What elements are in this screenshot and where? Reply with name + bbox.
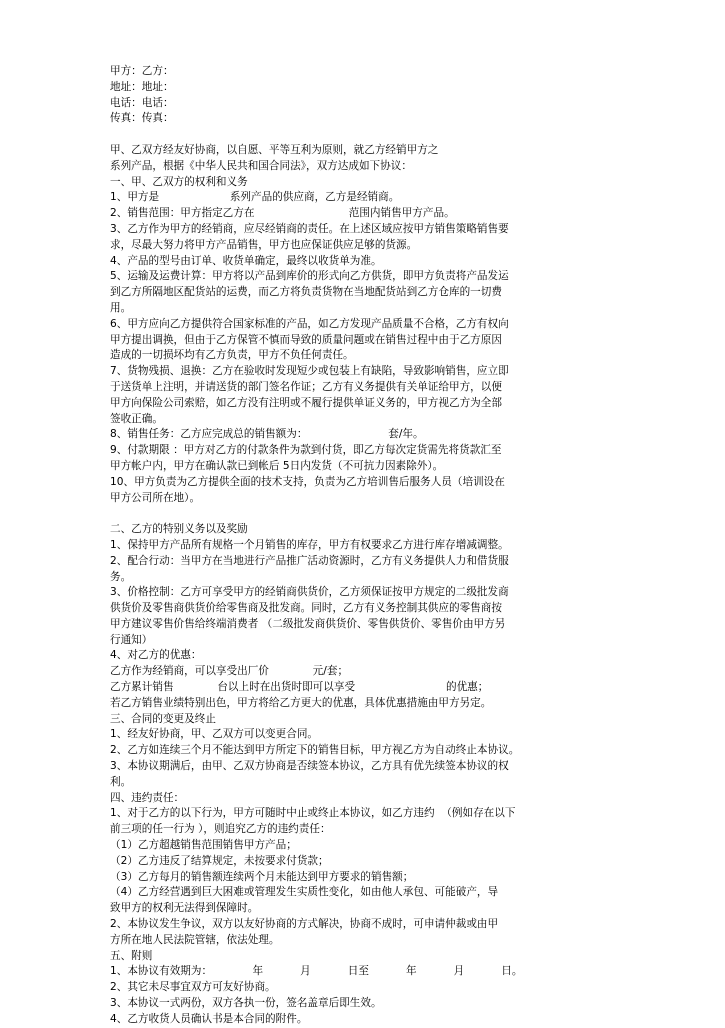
party-phone-line: 电话：电话： xyxy=(110,96,174,109)
party-name-line: 甲方：乙方： xyxy=(110,65,174,77)
section-rights-obligations xyxy=(110,175,620,507)
text-line: 3、乙方作为甲方的经销商，应尽经销商的责任。在上述区域应按甲方销售策略销售要 xyxy=(110,222,509,235)
text-line: 2、销售范围：甲方指定乙方在 范围内销售甲方产品。 xyxy=(110,207,455,220)
text-line: 2、本协议发生争议，双方以友好协商的方式解决，协商不成时，可申请仲裁或由甲 xyxy=(110,918,499,931)
text-line: （4）乙方经营遇到巨大困难或管理发生实质性变化，如由他人承包、可能破产，导 xyxy=(110,886,499,899)
text-line: 甲、乙双方经友好协商，以自愿、平等互利为原则，就乙方经销甲方之 xyxy=(110,143,439,156)
text-line: 于送货单上注明，并请送货的部门签名作证；乙方有义务提供有关单证给甲方，以便 xyxy=(110,380,502,393)
text-line: 系列产品，根据《中华人民共和国合同法》，双方达成如下协议： xyxy=(110,159,412,172)
section-breach-liability xyxy=(110,791,620,949)
section-supplementary xyxy=(110,949,620,1028)
text-line: （2）乙方违反了结算规定，未按要求付货款； xyxy=(110,854,329,867)
text-line: 若乙方销售业绩特别出色，甲方将给乙方更大的优惠，具体优惠措施由甲方另定。 xyxy=(110,696,492,709)
spacer xyxy=(110,506,620,522)
party-address-line: 地址：地址： xyxy=(110,80,174,93)
text-line: 1、保持甲方产品所有规格一个月销售的库存，甲方有权要求乙方进行库存增减调整。 xyxy=(110,538,509,551)
section-heading: 二、乙方的特别义务以及奖励 xyxy=(110,523,248,536)
party-info xyxy=(110,64,620,127)
text-line: 利。 xyxy=(110,775,132,788)
text-line: 方所在地人民法院管辖，依法处理。 xyxy=(110,933,280,946)
text-line: 8、销售任务：乙方应完成总的销售额为： 套/年。 xyxy=(110,428,424,441)
text-line: 乙方累计销售 台以上时在出货时即可以享受 的优惠； xyxy=(110,681,489,694)
text-line: 造成的一切损坏均有乙方负责，甲方不负任何责任。 xyxy=(110,349,354,362)
text-line: 1、本协议有效期为： 年 月 日至 年 月 日。 xyxy=(110,965,523,978)
text-line: 1、对于乙方的以下行为，甲方可随时中止或终止本协议，如乙方违约 （例如存在以下 xyxy=(110,807,516,820)
text-line: 4、乙方收货人员确认书是本合同的附件。 xyxy=(110,1012,308,1025)
text-line: 3、本协议一式两份，双方各执一份，签名盖章后即生效。 xyxy=(110,997,382,1010)
text-line: 10、甲方负责为乙方提供全面的技术支持，负责为乙方培训售后服务人员（培训设在 xyxy=(110,475,505,488)
text-line: 求，尽最大努力将甲方产品销售，甲方也应保证供应足够的货源。 xyxy=(110,238,418,251)
intro-paragraph xyxy=(110,143,620,175)
text-line: 4、产品的型号由订单、收货单确定，最终以收货单为准。 xyxy=(110,254,382,267)
text-line: 到乙方所隔地区配货站的运费，而乙方将负责货物在当地配货站到乙方仓库的一切费 xyxy=(110,286,502,299)
text-line: （1）乙方超越销售范围销售甲方产品； xyxy=(110,839,297,852)
text-line: 6、甲方应向乙方提供符合国家标准的产品，如乙方发现产品质量不合格，乙方有权向 xyxy=(110,317,509,330)
section-heading: 四、违约责任： xyxy=(110,791,185,804)
text-line: 甲方提出调换，但由于乙方保管不慎而导致的质量问题或在销售过程中由于乙方原因 xyxy=(110,333,502,346)
text-line: 1、甲方是 系列产品的供应商，乙方是经销商。 xyxy=(110,191,400,204)
text-line: 用。 xyxy=(110,301,132,314)
text-line: 7、货物残损、退换：乙方在验收时发现短少或包装上有缺陷，导致影响销售，应立即 xyxy=(110,365,509,378)
text-line: 2、其它未尽事宜双方可友好协商。 xyxy=(110,981,276,994)
text-line: 行通知） xyxy=(110,633,153,646)
text-line: 甲方建议零售价售给终端消费者 （二级批发商供货价、零售供货价、零售价由甲方另 xyxy=(110,617,506,630)
text-line: 3、本协议期满后，由甲、乙双方协商是否续签本协议，乙方具有优先续签本协议的权 xyxy=(110,760,509,773)
text-line: 2、配合行动：当甲方在当地进行产品推广活动资源时，乙方有义务提供人力和借货服 xyxy=(110,554,509,567)
section-heading: 三、合同的变更及终止 xyxy=(110,712,216,725)
text-line: 甲方帐户内，甲方在确认款已到帐后 5日内发货（不可抗力因素除外）。 xyxy=(110,459,444,472)
text-line: 务。 xyxy=(110,570,132,583)
text-line: 甲方公司所在地）。 xyxy=(110,491,201,504)
spacer xyxy=(110,127,620,143)
text-line: 供货价及零售商供货价给零售商及批发商。同时，乙方有义务控制其供应的零售商按 xyxy=(110,602,502,615)
text-line: （3）乙方每月的销售额连续两个月未能达到甲方要求的销售额； xyxy=(110,870,414,883)
text-line: 1、经友好协商，甲、乙双方可以变更合同。 xyxy=(110,728,319,741)
text-line: 乙方作为经销商，可以享受出厂价 元/套； xyxy=(110,665,349,678)
text-line: 前三项的任一行为 ），则追究乙方的违约责任： xyxy=(110,823,331,836)
section-heading: 一、甲、乙双方的权利和义务 xyxy=(110,175,248,188)
text-line: 3、价格控制：乙方可享受甲方的经销商供货价，乙方须保证按甲方规定的二级批发商 xyxy=(110,586,509,599)
text-line: 甲方向保险公司索赔，如乙方没有注明或不履行提供单证义务的，甲方视乙方为全部 xyxy=(110,396,502,409)
contract-document xyxy=(110,64,620,1028)
party-fax-line: 传真：传真： xyxy=(110,112,174,125)
text-line: 4、对乙方的优惠： xyxy=(110,649,202,662)
text-line: 2、乙方如连续三个月不能达到甲方所定下的销售目标，甲方视乙方为自动终止本协议。 xyxy=(110,744,520,757)
text-line: 签收正确。 xyxy=(110,412,163,425)
section-change-termination xyxy=(110,712,620,791)
section-special-obligations xyxy=(110,522,620,712)
text-line: 9、付款期限 ：甲方对乙方的付款条件为款到付货，即乙方每次定货需先将货款汇至 xyxy=(110,444,502,457)
text-line: 5、运输及运费计算：甲方将以产品到库价的形式向乙方供货，即甲方负责将产品发运 xyxy=(110,270,509,283)
section-heading: 五、附则 xyxy=(110,949,153,962)
text-line: 致甲方的权利无法得到保障时。 xyxy=(110,902,259,915)
